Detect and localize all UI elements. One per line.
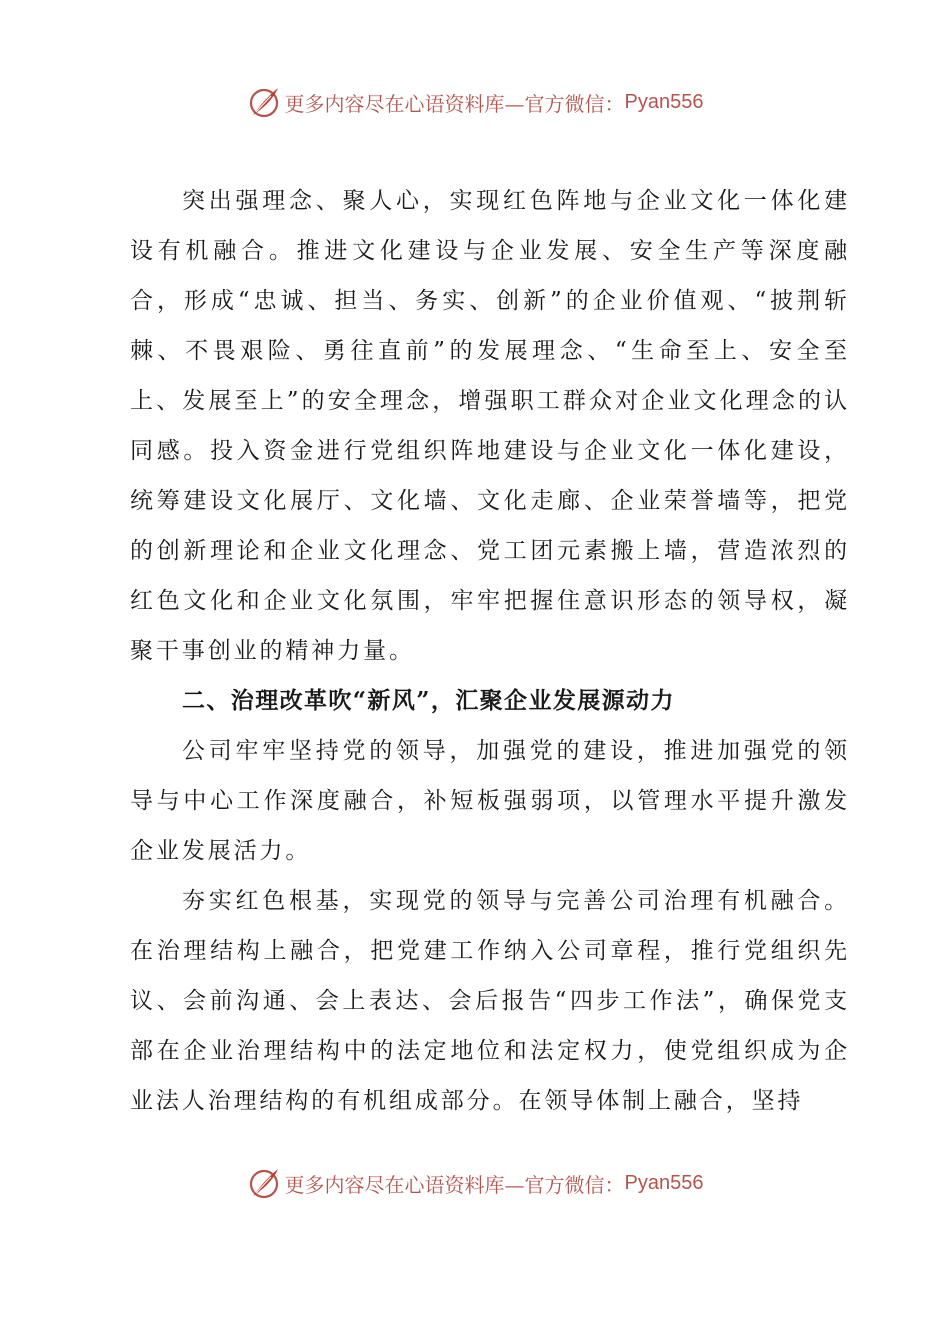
watermark-wechat-id: Pyan556 [624, 90, 704, 113]
quill-logo-icon [247, 85, 281, 119]
watermark-wechat-id: Pyan556 [624, 1171, 704, 1194]
paragraph: 夯实红色根基，实现党的领导与完善公司治理有机融合。在治理结构上融合，把党建工作纳入公司章程，推行党组织先议、会前沟通、会上表达、会后报告“四步工作法”，确保党支部在企业治理结构中的法定地位和法定权力，使党组织成为企业法人治理结构的有机组成部分。在领导体制上融合，坚持 [130, 888, 850, 1114]
section-heading: 二、治理改革吹“新风”，汇聚企业发展源动力 [182, 687, 675, 714]
watermark-text: 更多内容尽在心语资料库—官方微信： [284, 91, 625, 116]
watermark-banner-bottom [0, 1161, 950, 1205]
quill-logo-icon [247, 1166, 281, 1200]
document-body [130, 176, 850, 1126]
paragraph: 突出强理念、聚人心，实现红色阵地与企业文化一体化建设有机融合。推进文化建设与企业发展、安全生产等深度融合，形成“忠诚、担当、务实、创新”的企业价值观、“披荆斩棘、不畏艰险、勇往直前”的发展理念、“生命至上、安全至上、发展至上”的安全理念，增强职工群众对企业文化理念的认同感。投入资金进行党组织阵地建设与企业文化一体化建设，统筹建设文化展厅、文化墙、文化走廊、企业荣誉墙等，把党的创新理论和企业文化理念、党工团元素搬上墙，营造浓烈的红色文化和企业文化氛围，牢牢把握住意识形态的领导权，凝聚干事创业的精神力量。 [130, 188, 850, 664]
watermark-text: 更多内容尽在心语资料库—官方微信： [284, 1172, 625, 1197]
watermark-banner-top [0, 80, 950, 124]
paragraph: 公司牢牢坚持党的领导，加强党的建设，推进加强党的领导与中心工作深度融合，补短板强弱项，以管理水平提升激发企业发展活力。 [130, 738, 850, 864]
